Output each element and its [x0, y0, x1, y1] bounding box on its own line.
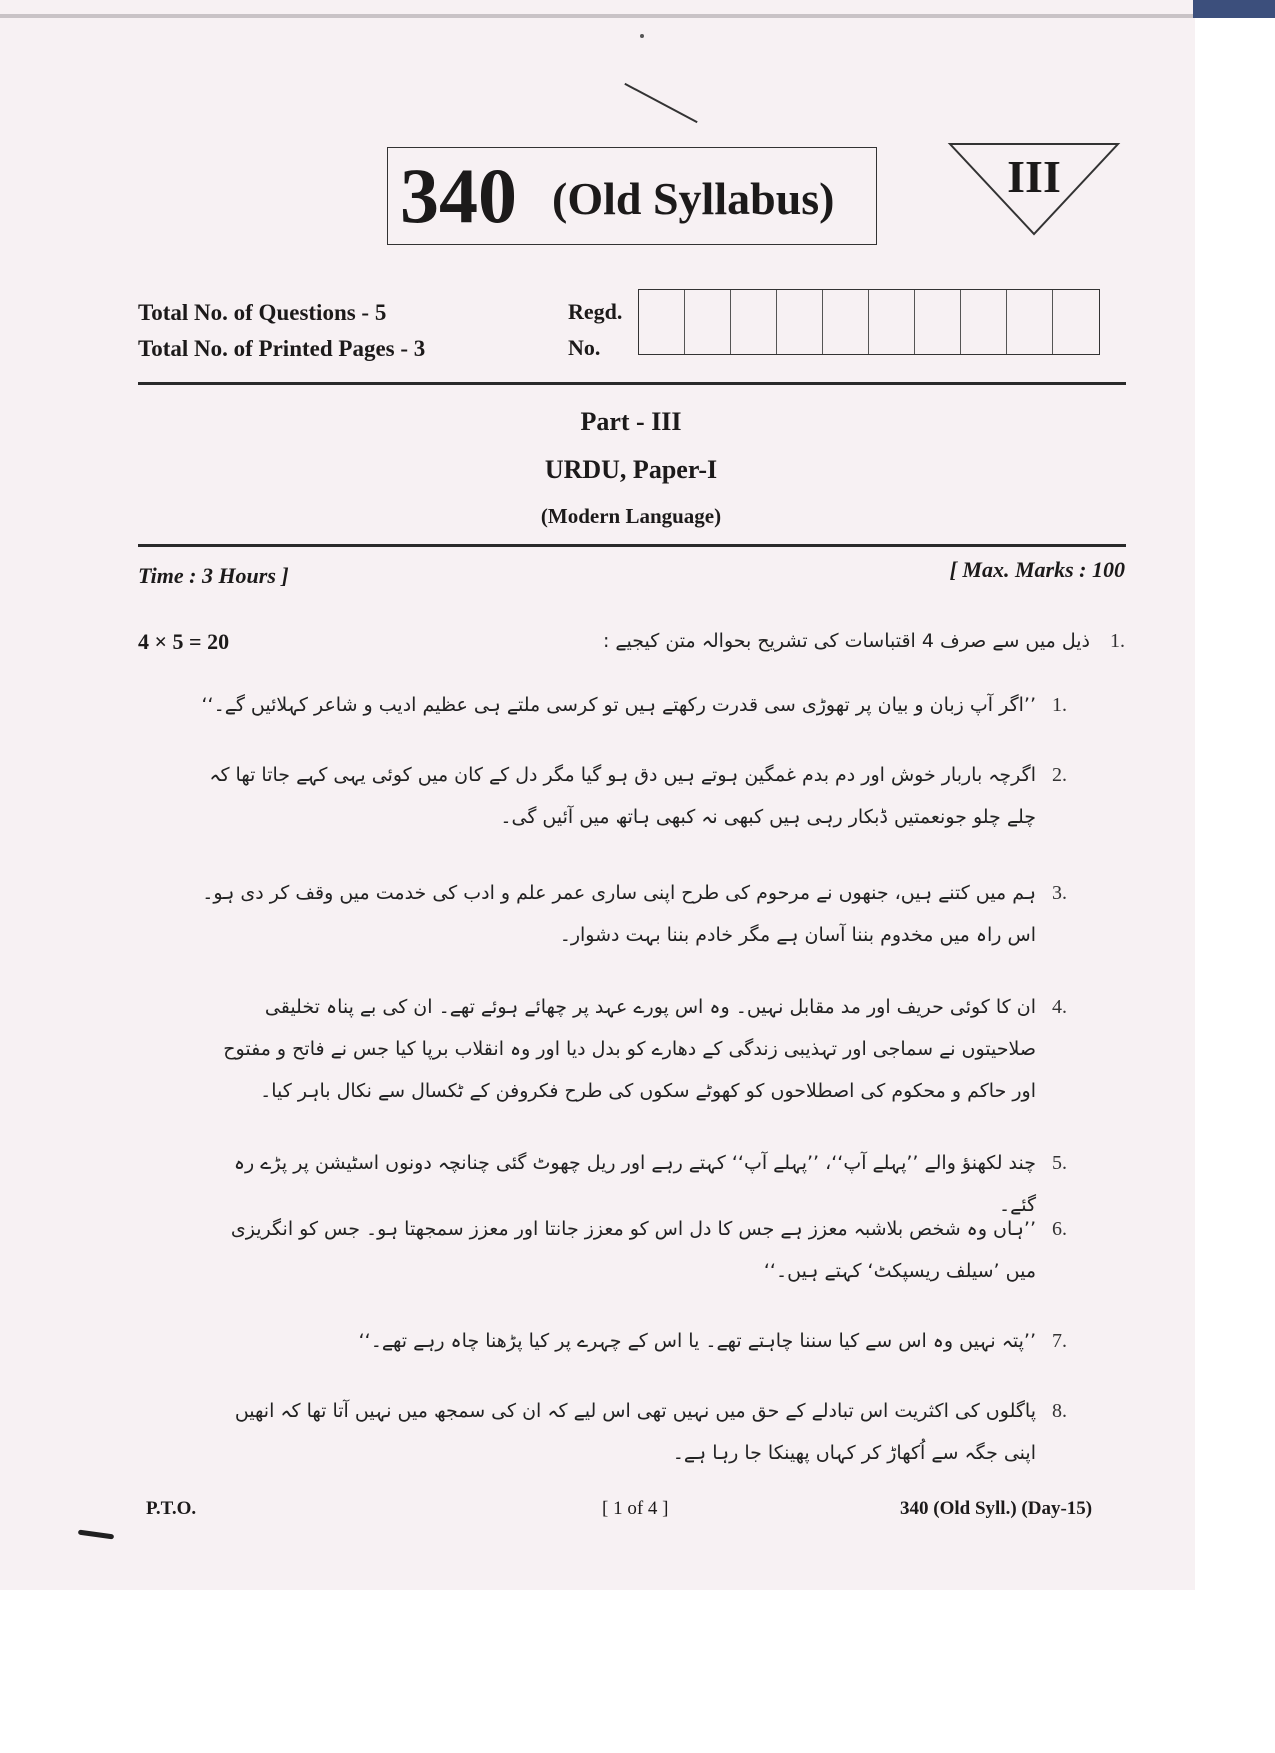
subject-subtitle: (Modern Language): [540, 504, 722, 528]
regd-cell: [869, 290, 915, 354]
regd-no-label: No.: [568, 335, 601, 360]
total-pages: Total No. of Printed Pages - 3: [138, 336, 426, 361]
subject-heading: URDU, Paper-I: [544, 455, 718, 484]
registration-number-boxes: [638, 289, 1100, 355]
passage-text: ان کا کوئی حریف اور مد مقابل نہیں۔ وہ اس پورے عہد پر چھائے ہوئے تھے۔ ان کی بے پناہ تخلیقی صلاحیتوں نے سماجی اور تہذیبی زندگی کے دھارے کو بدل دیا اور وہ انقلاب برپا کیا جس نے فاتح و مفتوح اور حاکم و محکوم کی اصطلاحوں کو کھوٹے سکوں کی طرح فکروفن کے ٹکسال سے نکال باہر کیا۔: [223, 996, 1036, 1102]
page-number: [ 1 of 4 ]: [602, 1498, 669, 1519]
regd-cell: [1007, 290, 1053, 354]
pto-label: P.T.O.: [146, 1498, 197, 1519]
passage-text: اگرچہ باربار خوش اور دم بدم غمگین ہوتے ہیں دق ہو گیا مگر دل کے کان میں کوئی یہی کہے جاتا تھا کہ چلے چلو جونعمتیں ڈبکار رہی ہیں کبھی نہ کبھی ہاتھ میں آئیں گی۔: [209, 764, 1036, 828]
passage-text: ہم میں کتنے ہیں، جنھوں نے مرحوم کی طرح اپنی ساری عمر علم و ادب کی خدمت میں وقف کر دی ہو۔ اس راہ میں مخدوم بننا آسان ہے مگر خادم بننا بہت دشوار۔: [202, 882, 1036, 946]
regd-cell: [1053, 290, 1099, 354]
divider: [138, 544, 1126, 547]
regd-cell: [823, 290, 869, 354]
set-badge-triangle: [946, 140, 1122, 238]
footer-code: 340 (Old Syll.) (Day-15): [900, 1498, 1093, 1519]
regd-cell: [731, 290, 777, 354]
item-number: 8.: [1052, 1400, 1067, 1422]
total-questions: Total No. of Questions - 5: [138, 300, 387, 325]
exam-time: Time : 3 Hours ]: [138, 563, 289, 588]
passage-text: چند لکھنؤ والے ’’پہلے آپ‘‘، ’’پہلے آپ‘‘ کہتے رہے اور ریل چھوٹ گئی چنانچہ دونوں اسٹیشن پر پڑے رہ گئے۔: [233, 1152, 1036, 1216]
item-number: 1.: [1052, 694, 1067, 716]
item-number: 3.: [1052, 882, 1067, 904]
regd-cell: [685, 290, 731, 354]
item-number: 7.: [1052, 1330, 1067, 1352]
item-number: 5.: [1052, 1152, 1067, 1174]
item-number: 4.: [1052, 996, 1067, 1018]
paper-code: 340: [400, 152, 517, 239]
ink-dot: [640, 34, 644, 38]
passage-text: ’’پتہ نہیں وہ اس سے کیا سننا چاہتے تھے۔ یا اس کے چہرے پر کیا پڑھنا چاہ رہے تھے۔‘‘: [358, 1330, 1036, 1352]
divider: [138, 382, 1126, 385]
regd-cell: [961, 290, 1007, 354]
question-marks: 4 × 5 = 20: [138, 629, 230, 654]
syllabus-label: (Old Syllabus): [552, 173, 835, 224]
regd-label: Regd.: [568, 299, 623, 324]
max-marks: [ Max. Marks : 100: [949, 557, 1125, 582]
regd-cell: [777, 290, 823, 354]
regd-cell: [639, 290, 685, 354]
part-heading: Part - III: [580, 407, 682, 436]
passage-text: پاگلوں کی اکثریت اس تبادلے کے حق میں نہیں تھی اس لیے کہ ان کی سمجھ میں نہیں آتا تھا کہ انھیں اپنی جگہ سے اُکھاڑ کر کہاں پھینکا جا رہا ہے۔: [234, 1400, 1036, 1464]
item-number: 2.: [1052, 764, 1067, 786]
question-instruction: ذیل میں سے صرف 4 اقتباسات کی تشریح بحوالہ متن کیجیے :: [602, 630, 1090, 652]
paper-edge: [0, 14, 1195, 18]
regd-cell: [915, 290, 961, 354]
passage-text: ’’ہاں وہ شخص بلاشبہ معزز ہے جس کا دل اس کو معزز جانتا اور معزز سمجھتا ہو۔ جس کو انگریزی میں ’سیلف ریسپکٹ‘ کہتے ہیں۔‘‘: [230, 1218, 1036, 1282]
scan-border: [1193, 0, 1275, 18]
set-label: III: [1007, 151, 1061, 202]
passage-text: ’’اگر آپ زبان و بیان پر تھوڑی سی قدرت رکھتے ہیں تو کرسی ملتے ہی عظیم ادیب و شاعر کہلائیں گے۔‘‘: [201, 694, 1036, 716]
question-number: 1.: [1110, 630, 1125, 652]
item-number: 6.: [1052, 1218, 1067, 1240]
